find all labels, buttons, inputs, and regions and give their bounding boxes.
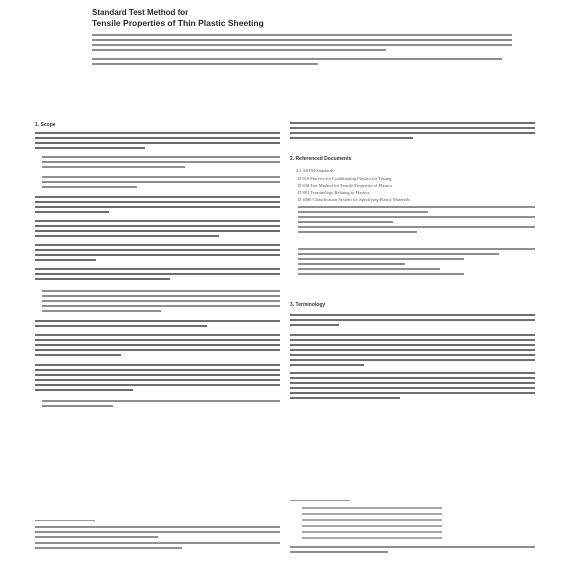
scope-paragraph-1-3 [35, 220, 280, 240]
reference-item: D 638 Test Method for Tensile Properties of Plastics [298, 183, 393, 188]
note-1 [42, 156, 280, 171]
reference-item: D 4000 Classification System for Specifying Plastic Materials [298, 197, 410, 202]
footnote-rule-left [35, 520, 95, 521]
reference-heading: 2.1 ASTM Standards: [296, 168, 336, 173]
scope-paragraph-1-8 [35, 364, 280, 394]
title-line-1: Standard Test Method for [92, 8, 189, 17]
footnotes-left [35, 526, 280, 552]
reference-item: D 618 Practice for Conditioning Plastics for Testing [298, 176, 392, 181]
terminology-paragraph-1 [290, 314, 535, 329]
scope-paragraph-1-5 [35, 268, 280, 283]
scope-continued [290, 122, 535, 142]
footnotes-right [290, 546, 535, 556]
note-2 [42, 176, 280, 191]
section-heading-terminology: 3. Terminology [290, 302, 326, 308]
footnote-rule-right [290, 500, 350, 501]
abstract-block [92, 34, 512, 54]
scope-paragraph-1-4 [35, 244, 280, 264]
reference-list-continued [298, 206, 535, 236]
scope-paragraph [35, 132, 280, 152]
document-header [92, 8, 512, 29]
scope-paragraph-1-2 [35, 196, 280, 216]
scope-paragraph-1-7 [35, 334, 280, 359]
reference-list-2 [298, 248, 535, 278]
section-heading-referenced-documents: 2. Referenced Documents [290, 156, 352, 162]
terminology-paragraph-2 [290, 334, 535, 369]
note-3 [42, 290, 280, 315]
approval-note [92, 58, 502, 68]
reference-item: D 883 Terminology Relating to Plastics [298, 190, 370, 195]
scope-paragraph-1-6 [35, 320, 280, 330]
section-heading-scope: 1. Scope [35, 122, 56, 128]
note-4 [42, 400, 280, 410]
document-title: Tensile Properties of Thin Plastic Sheeting [92, 18, 264, 28]
terminology-paragraph-3 [290, 372, 535, 402]
